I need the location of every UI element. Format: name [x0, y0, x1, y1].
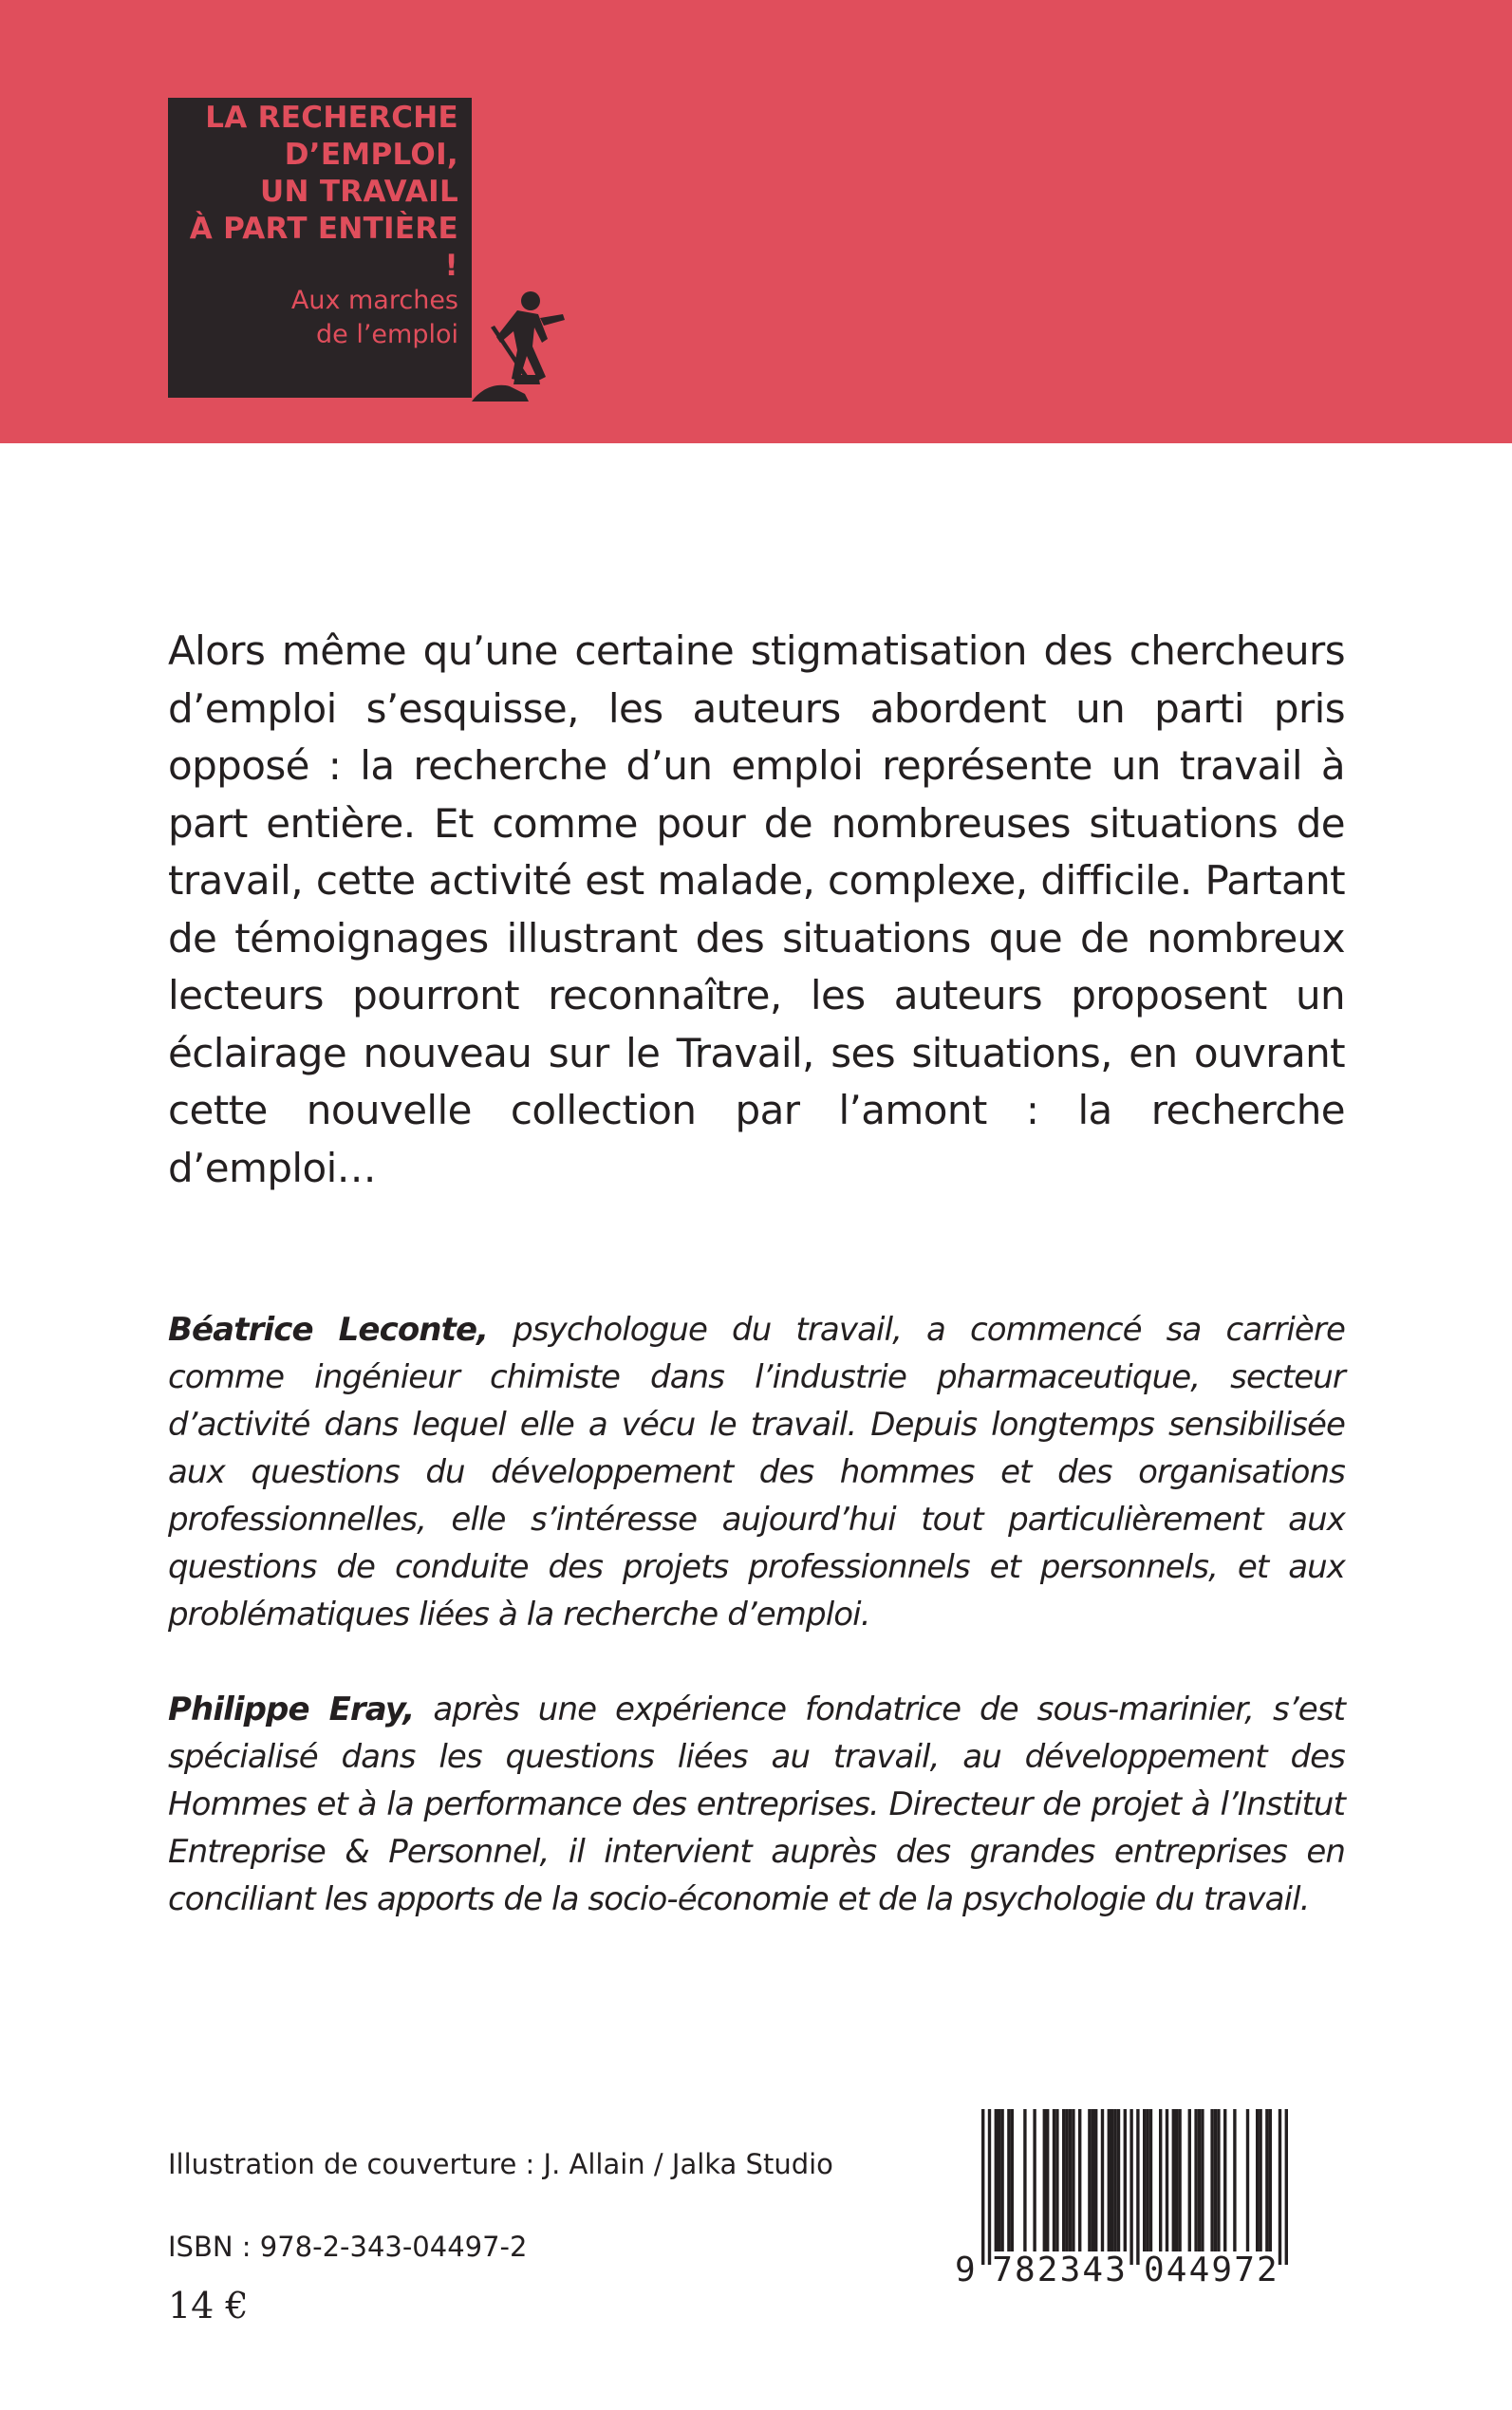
series-logo-box [168, 98, 472, 398]
barcode-bar [1201, 2109, 1204, 2251]
barcode-bar [1178, 2109, 1181, 2251]
barcode-bar [1117, 2109, 1120, 2251]
barcode-bar [1143, 2109, 1146, 2251]
barcode-bar [1088, 2109, 1091, 2251]
barcode-bar [1279, 2109, 1281, 2265]
barcode-bar [1159, 2109, 1162, 2251]
series-title-line: À PART ENTIÈRE ! [189, 212, 458, 283]
barcode-bar [1223, 2109, 1226, 2251]
barcode-digits [947, 2251, 1335, 2289]
barcode-digit: 9 [955, 2251, 976, 2289]
isbn: ISBN : 978-2-343-04497-2 [168, 2231, 528, 2263]
back-cover-blurb: Alors même qu’une certaine stigmatisation des chercheurs d’emploi s’esquisse, les auteurs abordent un parti pris opposé : la recherche d’un emploi représente un travail à part entière. Et comme pour de nombreuses situations de travail, cette activité est malade, complexe, difficile. Partant de témoignages illustrant des situations que de nombreux lecteurs pourront reconnaître, les auteurs proposent un éclairage nouveau sur le Travail, ses situations, en ouvrant cette nouvelle collection par l’amont : la recherche d’emploi… [168, 627, 1345, 1191]
author-name: Philippe Eray, [168, 1691, 415, 1728]
series-subtitle-line: Aux marches [290, 286, 458, 315]
worker-digging-icon [472, 290, 574, 402]
barcode-bar [1217, 2109, 1220, 2251]
barcode-bar [1108, 2109, 1111, 2251]
barcode-digit: 4 [1082, 2251, 1104, 2289]
barcode-bar [1094, 2109, 1097, 2251]
barcode-bar [988, 2109, 991, 2265]
barcode-bar [995, 2109, 998, 2251]
barcode-bar [1033, 2109, 1036, 2251]
barcode-bar [1188, 2109, 1191, 2251]
barcode-bar [1007, 2109, 1010, 2251]
barcode-bar [1129, 2109, 1132, 2265]
series-title-line: UN TRAVAIL [260, 175, 458, 209]
barcode-digit: 7 [1234, 2251, 1255, 2289]
barcode-bar [1172, 2109, 1175, 2251]
barcode-bar [1246, 2109, 1249, 2251]
barcode-bar [1092, 2109, 1094, 2251]
barcode-digit: 3 [1059, 2251, 1081, 2289]
barcode-digit: 8 [1015, 2251, 1036, 2289]
series-title-line: LA RECHERCHE [205, 101, 458, 135]
barcode-bar [1023, 2109, 1026, 2251]
barcode-bar [1055, 2109, 1058, 2251]
barcode-digit: 4 [1188, 2251, 1210, 2289]
barcode-digit: 2 [1257, 2251, 1278, 2289]
barcode-bar [1269, 2109, 1272, 2251]
price: 14 € [168, 2285, 249, 2326]
series-title-line: D’EMPLOI, [284, 138, 458, 172]
barcode-digit: 7 [992, 2251, 1013, 2289]
barcode-bar [1198, 2109, 1201, 2251]
barcode-bar [1111, 2109, 1113, 2251]
series-title [174, 100, 458, 285]
series-subtitle-line: de l’emploi [316, 320, 458, 349]
barcode-bar [1101, 2109, 1104, 2251]
barcode-bar [1136, 2109, 1139, 2265]
barcode-bar [1124, 2109, 1127, 2251]
barcode-digit: 4 [1166, 2251, 1187, 2289]
author-bio-text: après une expérience fondatrice de sous-marinier, s’est spécialisé dans les questions liées au travail, au développement des Hommes et à la performance des entreprises. Directeur de projet à l’Institut Entreprise & Personnel, il intervient auprès des grandes entreprises en conciliant les apports de la socio-économie et de la psychologie du travail. [168, 1691, 1346, 1918]
barcode-digit: 2 [1036, 2251, 1058, 2289]
barcode-bar [1233, 2109, 1236, 2251]
author-name: Béatrice Leconte, [168, 1311, 489, 1349]
barcode-digit: 3 [1105, 2251, 1126, 2289]
barcode-bar [981, 2109, 984, 2265]
barcode-bar [1062, 2109, 1065, 2251]
barcode-bar [1285, 2109, 1288, 2265]
barcode-bar [1166, 2109, 1168, 2251]
barcode-bar [1194, 2109, 1197, 2251]
barcode-bar [1078, 2109, 1081, 2251]
isbn-barcode [947, 2105, 1335, 2291]
series-subtitle [231, 284, 458, 352]
barcode-bar [1113, 2109, 1116, 2251]
barcode-bar [1210, 2109, 1213, 2251]
illustration-credit: Illustration de couverture : J. Allain / Jalka Studio [168, 2148, 833, 2180]
barcode-bar [1065, 2109, 1068, 2251]
barcode-bar [1069, 2109, 1072, 2251]
barcode-bar [1011, 2109, 1014, 2251]
barcode-bar [1259, 2109, 1261, 2251]
author-bio-1 [168, 1306, 1345, 1638]
barcode-bar [1256, 2109, 1259, 2251]
barcode-bar [1046, 2109, 1049, 2251]
barcode-bar [1265, 2109, 1268, 2251]
barcode-bar [1149, 2109, 1152, 2251]
barcode-digit: 0 [1144, 2251, 1165, 2289]
barcode-bar [1146, 2109, 1148, 2251]
barcode-digit: 9 [1211, 2251, 1233, 2289]
author-bio-text: psychologue du travail, a commencé sa carrière comme ingénieur chimiste dans l’industrie pharmaceutique, secteur d’activité dans lequel elle a vécu le travail. Depuis longtemps sensibilisée aux questions du développement des hommes et des organisations professionnelles, elle s’intéresse aujourd’hui tout particulièrement aux questions de conduite des projets professionnels et personnels, et aux problématiques liées à la recherche d’emploi. [168, 1311, 1345, 1634]
author-bio-2 [168, 1686, 1345, 1923]
barcode-bar [1072, 2109, 1074, 2251]
barcode-bar [1175, 2109, 1178, 2251]
barcode-bar [998, 2109, 1000, 2251]
barcode-bar [1000, 2109, 1003, 2251]
barcode-bar [1214, 2109, 1217, 2251]
barcode-bar [1043, 2109, 1046, 2251]
barcode-bar [1053, 2109, 1055, 2251]
